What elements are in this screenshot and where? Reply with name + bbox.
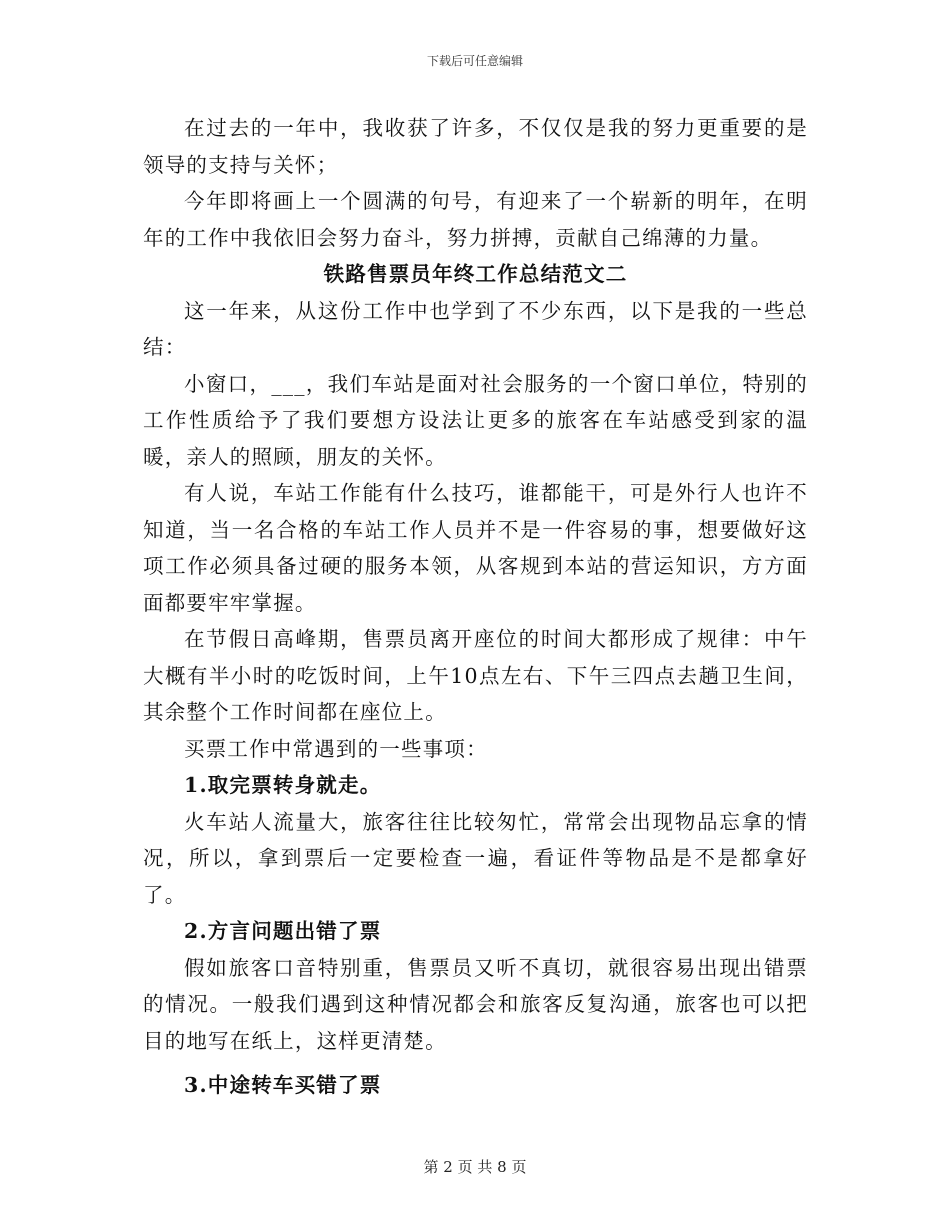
paragraph-6: 在节假日高峰期，售票员离开座位的时间大都形成了规律：中午大概有半小时的吃饭时间，上午10点左右、下午三四点去趟卫生间，其余整个工作时间都在座位上。 [143,627,808,724]
paragraph-9: 假如旅客口音特别重，售票员又听不真切，就很容易出现出错票的情况。一般我们遇到这种情况都会和旅客反复沟通，旅客也可以把目的地写在纸上，这样更清楚。 [143,955,808,1053]
section-title: 铁路售票员年终工作总结范文二 [323,262,628,286]
paragraph-3: 这一年来，从这份工作中也学到了不少东西，以下是我的一些总结： [143,298,808,359]
paragraph-1: 在过去的一年中，我收获了许多，不仅仅是我的努力更重要的是领导的支持与关怀； [143,116,808,177]
item-title-3: 3.中途转车买错了票 [184,1073,382,1097]
item-title-1: 1.取完票转身就走。 [184,773,382,797]
paragraph-8: 火车站人流量大，旅客往往比较匆忙，常常会出现物品忘拿的情况，所以，拿到票后一定要检查一遍，看证件等物品是不是都拿好了。 [143,809,808,907]
page-header: 下载后可任意编辑 [426,54,523,68]
document-body [143,110,808,1104]
paragraph-4: 小窗口，___，我们车站是面对社会服务的一个窗口单位，特别的工作性质给予了我们要想方设法让更多的旅客在车站感受到家的温暖，亲人的照顾，朋友的关怀。 [143,371,808,469]
paragraph-7: 买票工作中常遇到的一些事项： [184,736,488,761]
page-footer: 第 2 页 共 8 页 [423,1158,527,1176]
paragraph-5: 有人说，车站工作能有什么技巧，谁都能干，可是外行人也许不知道，当一名合格的车站工作人员并不是一件容易的事，想要做好这项工作必须具备过硬的服务本领，从客规到本站的营运知识，方方面面都要牢牢掌握。 [143,481,808,615]
paragraph-2: 今年即将画上一个圆满的句号，有迎来了一个崭新的明年，在明年的工作中我依旧会努力奋斗，努力拼搏，贡献自己绵薄的力量。 [143,189,808,250]
item-title-2: 2.方言问题出错了票 [184,919,382,943]
